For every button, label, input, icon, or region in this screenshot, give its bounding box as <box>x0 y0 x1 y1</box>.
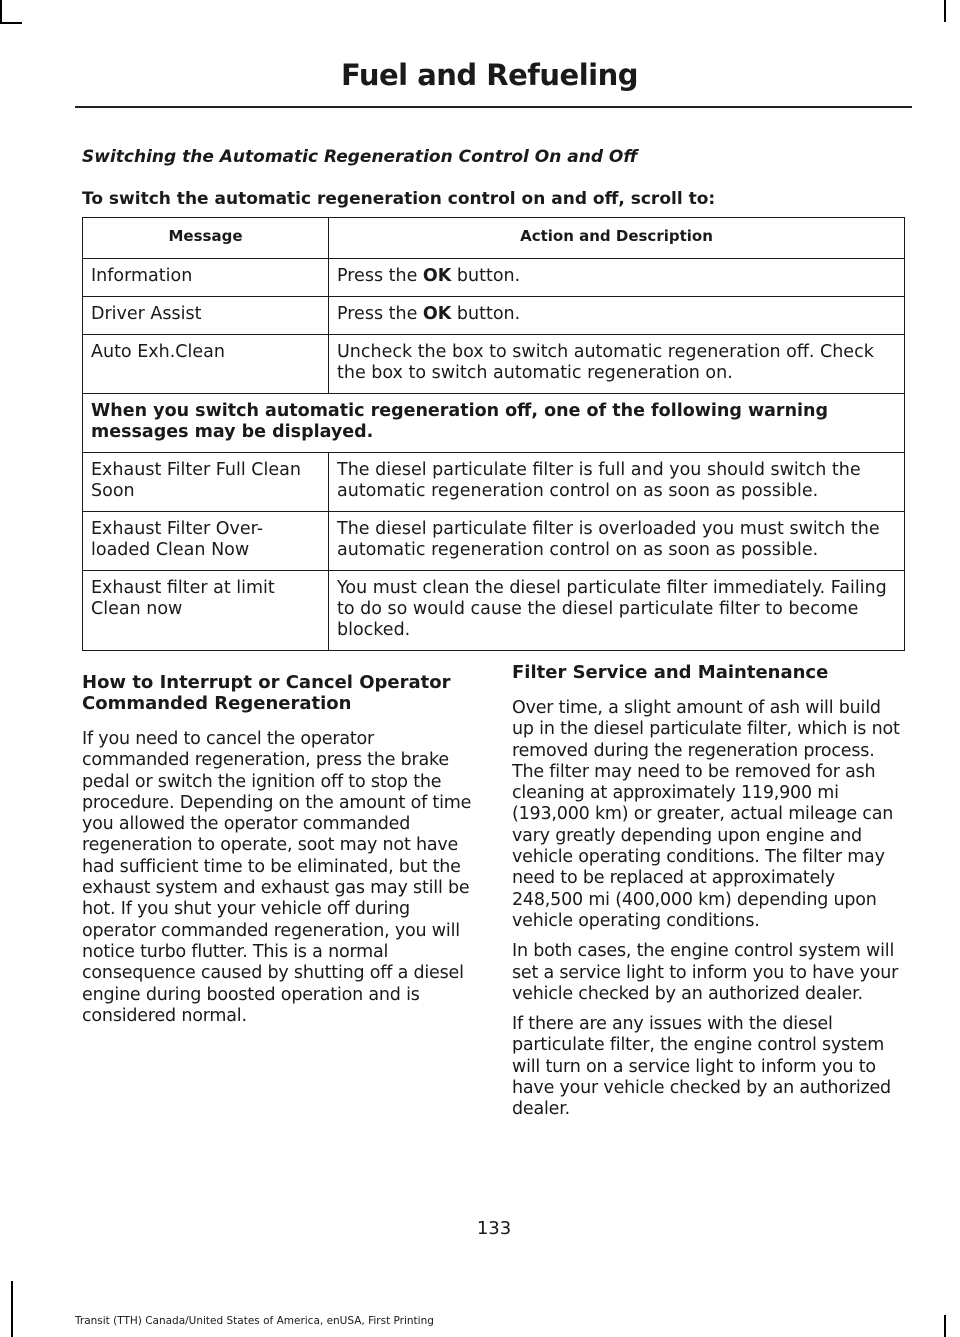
ok-button-label: OK <box>422 266 452 286</box>
page-number: 133 <box>476 1218 512 1239</box>
table-row <box>83 394 905 453</box>
crop-mark <box>11 1281 13 1337</box>
message-cell: Exhaust Filter Over-loaded Clean Now <box>83 512 329 571</box>
column-header-action: Action and Description <box>329 218 905 259</box>
section-heading: How to Interrupt or Cancel Operator Commanded Regeneration <box>82 672 451 714</box>
message-cell: Information <box>83 259 329 297</box>
section-heading: Filter Service and Maintenance <box>512 662 829 683</box>
action-text: Press the <box>337 304 423 324</box>
table-row <box>83 453 905 512</box>
action-cell: The diesel particulate filter is full and you should switch the automatic regeneration control on as soon as possible. <box>329 453 905 512</box>
left-column <box>82 672 475 1036</box>
action-text: button. <box>451 304 521 324</box>
body-paragraph: Over time, a slight amount of ash will build up in the diesel particulate filter, which is not removed during the regeneration process. The filter may need to be removed for ash cleaning at approximately 119,900 mi (193,000 km) or greater, actual mileage can vary greatly depending upon engine and vehicle operating conditions. The filter may need to be replaced at approximately 248,500 mi (400,000 km) depending upon vehicle operating conditions. <box>512 698 900 931</box>
message-cell: Exhaust filter at limit Clean now <box>83 571 329 651</box>
crop-mark <box>11 1281 13 1283</box>
crop-mark <box>944 1315 946 1337</box>
action-text: button. <box>451 266 521 286</box>
header-divider <box>75 106 912 108</box>
table-header-row <box>83 218 905 259</box>
right-column <box>512 662 907 1130</box>
warning-intro: When you switch automatic regeneration off, one of the following warning messages may be displayed. <box>83 394 905 453</box>
action-cell: The diesel particulate filter is overloaded you must switch the automatic regeneration control on as soon as possible. <box>329 512 905 571</box>
table-row <box>83 297 905 335</box>
table-row <box>83 259 905 297</box>
ok-button-label: OK <box>422 304 452 324</box>
table-row <box>83 335 905 394</box>
page-title: Fuel and Refueling <box>340 58 638 92</box>
message-cell: Driver Assist <box>83 297 329 335</box>
body-paragraph: If you need to cancel the operator commanded regeneration, press the brake pedal or switch the ignition off to stop the procedure. Depending on the amount of time you allowed the operator commanded regeneration to operate, soot may not have had sufficient time to be eliminated, but the exhaust system and exhaust gas may still be hot. If you shut your vehicle off during operator commanded regeneration, you will notice turbo flutter. This is a normal consequence caused by shutting off a diesel engine during boosted operation and is considered normal. <box>82 729 472 1026</box>
action-text: Press the <box>337 266 423 286</box>
table-row <box>83 571 905 651</box>
instruction-text: To switch the automatic regeneration control on and off, scroll to: <box>82 189 716 209</box>
crop-mark <box>0 22 22 24</box>
table-row <box>83 512 905 571</box>
footer-text: Transit (TTH) Canada/United States of America, enUSA, First Printing <box>75 1315 434 1327</box>
crop-mark <box>0 0 2 22</box>
body-paragraph: If there are any issues with the diesel particulate filter, the engine control system will turn on a service light to inform you to have your vehicle checked by an authorized dealer. <box>512 1014 891 1120</box>
message-cell: Auto Exh.Clean <box>83 335 329 394</box>
message-table <box>82 217 905 651</box>
action-cell: Uncheck the box to switch automatic regeneration off. Check the box to switch automatic regeneration on. <box>329 335 905 394</box>
body-paragraph: In both cases, the engine control system will set a service light to inform you to have your vehicle checked by an authorized dealer. <box>512 941 899 1004</box>
action-cell <box>329 297 905 335</box>
action-cell <box>329 259 905 297</box>
crop-mark <box>944 0 946 22</box>
column-header-message: Message <box>83 218 329 259</box>
message-cell: Exhaust Filter Full Clean Soon <box>83 453 329 512</box>
action-cell: You must clean the diesel particulate filter immediately. Failing to do so would cause the diesel particulate filter to become blocked. <box>329 571 905 651</box>
section-subheading: Switching the Automatic Regeneration Control On and Off <box>82 147 638 167</box>
